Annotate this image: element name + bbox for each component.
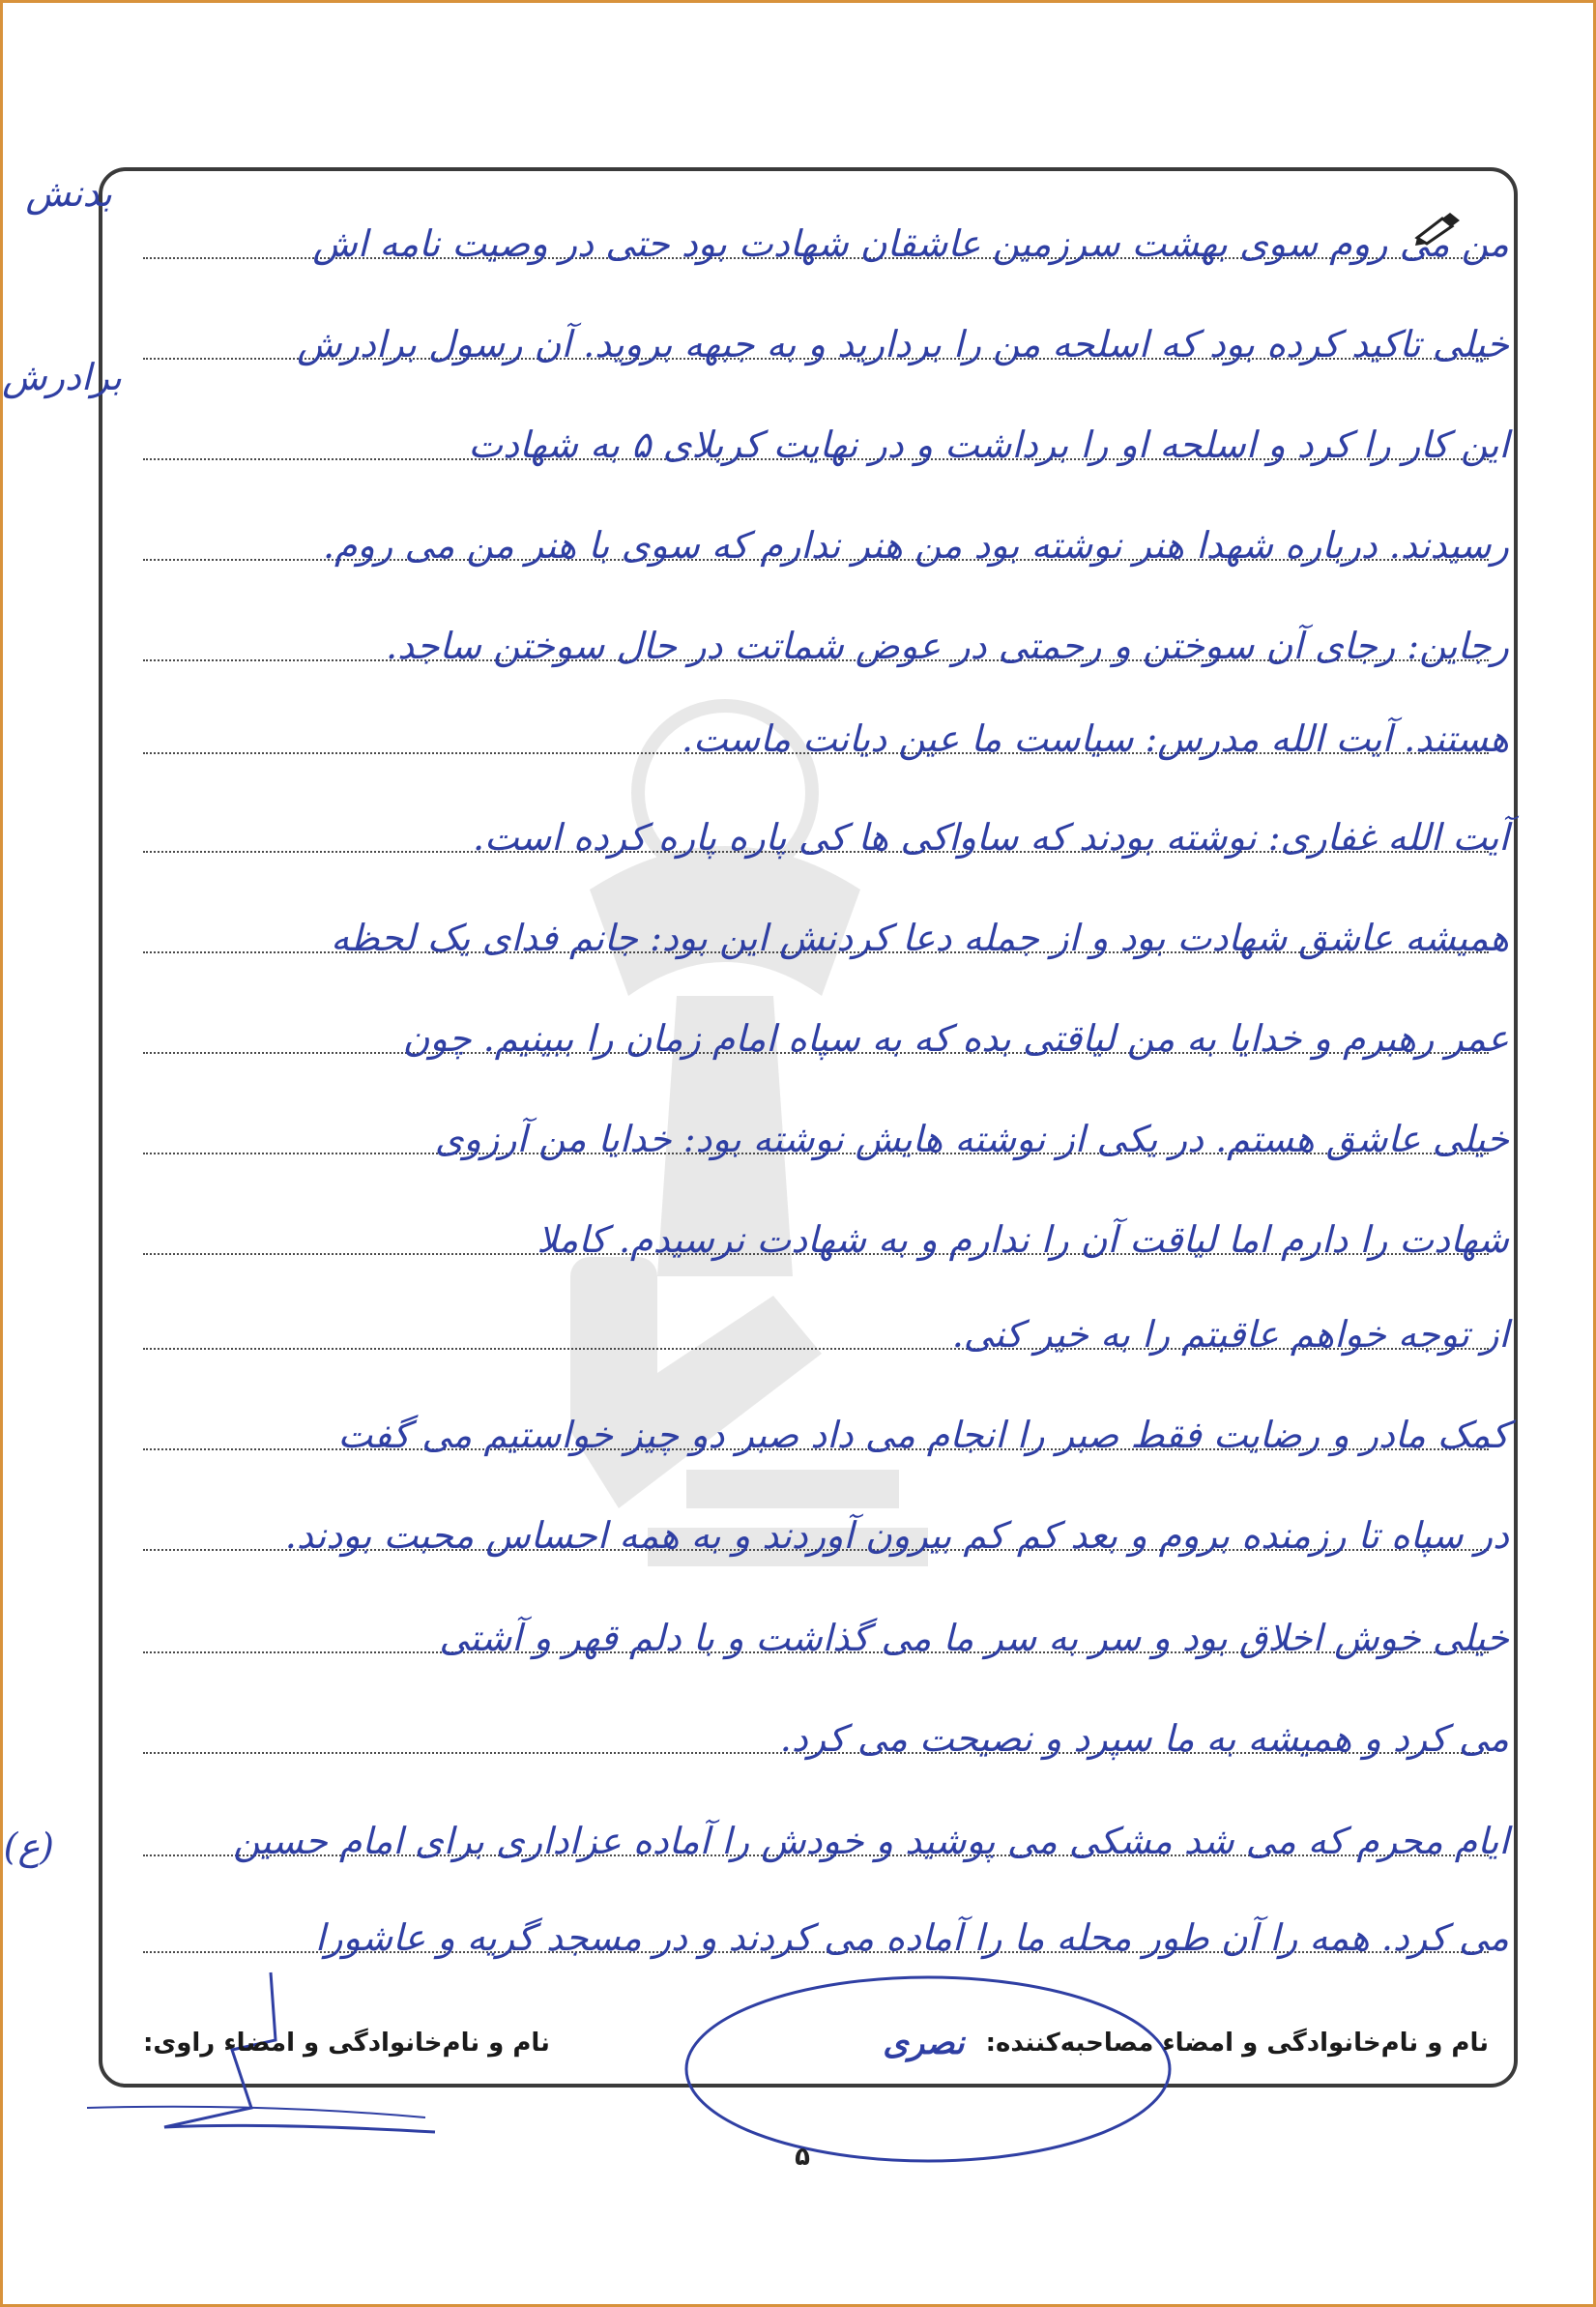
narrator-label: نام و نام‌خانوادگی و امضاء راوی: [143,2029,550,2058]
page-number: ۵ [795,2143,810,2172]
handwritten-line: خیلی تاکید کرده بود که اسلحه من را بردارید و به جبهه بروید. آن رسول برادرش [297,323,1509,365]
margin-note: برادرش [2,356,122,398]
handwritten-line: می کرد و همیشه به ما سپرد و نصیحت می کرد. [779,1717,1509,1760]
interviewer-signature-field [883,2024,1489,2062]
handwritten-line: شهادت را دارم اما لیاقت آن را ندارم و به شهادت نرسیدم. کاملا [537,1218,1509,1261]
signature-row [143,2019,1489,2067]
handwritten-line: هستند. آیت الله مدرس: سیاست ما عین دیانت ماست. [681,717,1509,760]
handwritten-line: ایام محرم که می شد مشکی می پوشید و خودش را آماده عزاداری برای امام حسین [233,1820,1509,1862]
margin-note: (ع) [3,1825,54,1868]
handwritten-line: من می روم سوی بهشت سرزمین عاشقان شهادت بود حتی در وصیت نامه اش [312,222,1509,265]
interviewer-signature: نصری [883,2024,965,2062]
handwritten-line: کمک مادر و رضایت فقط صبر را انجام می داد صبر دو چیز خواستیم می گفت [337,1414,1509,1456]
handwritten-line: رجاین: رجای آن سوختن و رحمتی در عوض شماتت در حال سوختن ساجد. [386,625,1509,667]
margin-note: بدنش [25,172,112,215]
handwritten-line: می کرد. همه را آن طور محله ما را آماده می کردند و در مسجد گریه و عاشورا [314,1916,1509,1959]
interviewer-label: نام و نام‌خانوادگی و امضاء مصاحبه‌کننده: [985,2029,1489,2058]
handwritten-line: رسیدند. درباره شهدا هنر نوشته بود من هنر ندارم که سوی با هنر من می روم. [322,524,1509,567]
signature-ellipse [677,1968,1179,2171]
handwritten-line: آیت الله غفاری: نوشته بودند که ساواکی ها کی پاره پاره کرده است. [472,816,1509,859]
handwritten-line: این کار را کرد و اسلحه او را برداشت و در نهایت کربلای ۵ به شهادت [468,423,1509,466]
handwritten-line: از توجه خواهم عاقبتم را به خیر کنی. [951,1313,1509,1356]
handwritten-line: عمر رهبرم و خدایا به من لیاقتی بده که به سپاه امام زمان را ببینیم. چون [402,1017,1509,1060]
handwritten-line: همیشه عاشق شهادت بود و از جمله دعا کردنش این بود: جانم فدای یک لحظه [331,917,1509,959]
handwritten-line: خیلی خوش اخلاق بود و سر به سر ما می گذاشت و با دلم قهر و آشتی [439,1617,1509,1659]
handwritten-line: در سپاه تا رزمنده بروم و بعد کم کم بیرون آوردند و به همه احساس محبت بودند. [284,1514,1509,1557]
handwritten-line: خیلی عاشق هستم. در یکی از نوشته هایش نوشته بود: خدایا من آرزوی [434,1118,1509,1160]
narrator-signature-field [143,2029,550,2058]
